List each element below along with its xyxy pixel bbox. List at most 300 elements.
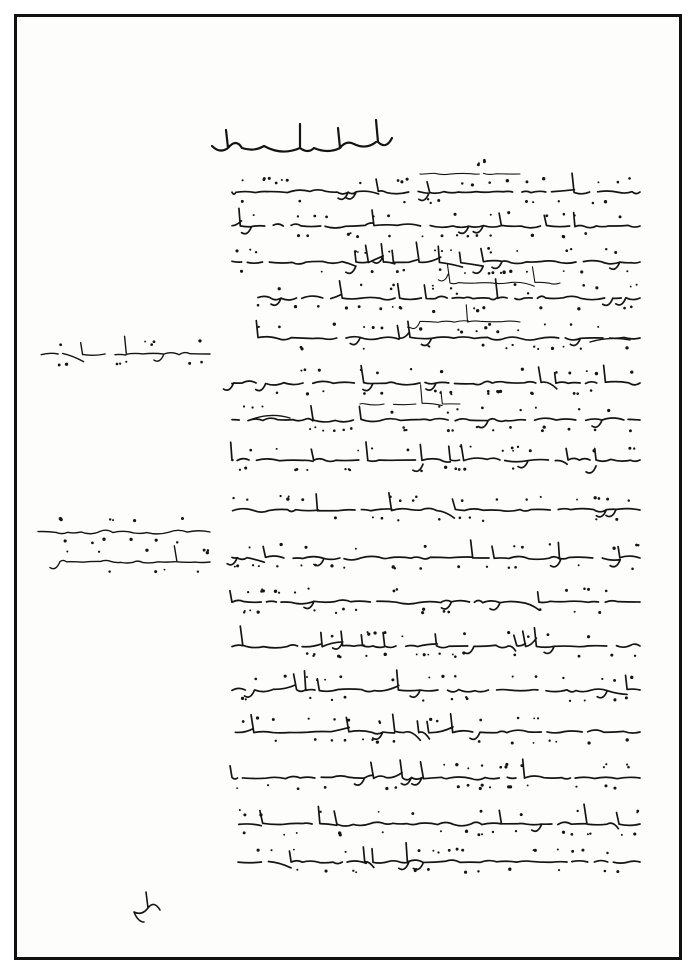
diacritic-dot bbox=[525, 200, 528, 203]
diacritic-dot bbox=[296, 832, 298, 834]
diacritic-dot bbox=[109, 518, 111, 520]
diacritic-dot bbox=[604, 784, 607, 787]
diacritic-dot bbox=[402, 426, 405, 429]
diacritic-dot bbox=[558, 869, 560, 871]
diacritic-dot bbox=[333, 718, 336, 721]
diacritic-dot bbox=[286, 497, 289, 500]
diacritic-dot bbox=[288, 495, 290, 497]
diacritic-dot bbox=[372, 326, 375, 329]
diacritic-dot bbox=[388, 235, 391, 238]
diacritic-dot bbox=[439, 268, 442, 271]
diacritic-dot bbox=[631, 568, 634, 571]
diacritic-dot bbox=[467, 235, 470, 238]
diacritic-dot bbox=[306, 652, 309, 655]
diacritic-dot bbox=[133, 519, 136, 522]
diacritic-dot bbox=[481, 833, 483, 835]
diacritic-dot bbox=[621, 834, 623, 836]
diacritic-dot bbox=[432, 310, 435, 313]
diacritic-dot bbox=[308, 718, 310, 720]
diacritic-dot bbox=[613, 698, 616, 701]
diacritic-dot bbox=[263, 177, 266, 180]
margin-notes bbox=[32, 336, 210, 573]
diacritic-dot bbox=[434, 249, 436, 251]
diacritic-dot bbox=[507, 631, 510, 634]
diacritic-dot bbox=[464, 871, 467, 874]
diacritic-dot bbox=[428, 676, 430, 678]
diacritic-dot bbox=[543, 425, 546, 428]
diacritic-dot bbox=[236, 787, 238, 789]
diacritic-dot bbox=[565, 589, 568, 592]
diacritic-dot bbox=[334, 516, 337, 519]
diacritic-dot bbox=[625, 696, 628, 699]
diacritic-dot bbox=[570, 323, 573, 326]
diacritic-dot bbox=[570, 248, 572, 250]
script-line bbox=[223, 493, 640, 518]
diacritic-dot bbox=[633, 447, 635, 449]
diacritic-dot bbox=[304, 546, 307, 549]
diacritic-dot bbox=[242, 720, 245, 723]
diacritic-dot bbox=[297, 215, 299, 217]
diacritic-dot bbox=[581, 849, 584, 852]
diacritic-dot bbox=[422, 608, 425, 611]
diacritic-dot bbox=[279, 543, 282, 546]
diacritic-dot bbox=[314, 564, 317, 567]
diacritic-dot bbox=[378, 811, 380, 813]
diacritic-dot bbox=[629, 429, 632, 432]
diacritic-dot bbox=[575, 786, 577, 788]
basmala-heading bbox=[212, 120, 392, 152]
diacritic-dot bbox=[490, 251, 492, 253]
diacritic-dot bbox=[482, 520, 484, 522]
diacritic-dot bbox=[592, 449, 595, 452]
diacritic-dot bbox=[555, 371, 558, 374]
diacritic-dot bbox=[513, 545, 515, 547]
diacritic-dot bbox=[520, 813, 523, 816]
diacritic-dot bbox=[322, 390, 324, 392]
diacritic-dot bbox=[628, 177, 631, 180]
diacritic-dot bbox=[393, 589, 396, 592]
diacritic-dot bbox=[116, 363, 119, 366]
diacritic-dot bbox=[243, 813, 246, 816]
diacritic-dot bbox=[578, 655, 581, 658]
diacritic-dot bbox=[294, 591, 296, 593]
diacritic-dot bbox=[144, 341, 146, 343]
script-line bbox=[224, 173, 640, 200]
diacritic-dot bbox=[356, 235, 359, 238]
diacritic-dot bbox=[533, 717, 535, 719]
diacritic-dot bbox=[507, 211, 510, 214]
diacritic-dot bbox=[450, 287, 452, 289]
diacritic-dot bbox=[464, 272, 466, 274]
heading-stroke bbox=[212, 120, 392, 152]
diacritic-dot bbox=[580, 348, 582, 350]
diacritic-dot bbox=[612, 547, 615, 550]
diacritic-dot bbox=[347, 233, 350, 236]
diacritic-dot bbox=[324, 786, 327, 789]
diacritic-dot bbox=[363, 348, 365, 350]
diacritic-dot bbox=[483, 160, 486, 163]
diacritic-dot bbox=[419, 567, 422, 570]
diacritic-dot bbox=[241, 697, 244, 700]
diacritic-dot bbox=[260, 590, 263, 593]
diacritic-dot bbox=[578, 564, 580, 566]
diacritic-dot bbox=[514, 283, 517, 286]
diacritic-dot bbox=[319, 811, 321, 813]
diacritic-dot bbox=[457, 565, 460, 568]
diacritic-dot bbox=[470, 446, 472, 448]
diacritic-dot bbox=[389, 496, 392, 499]
diacritic-dot bbox=[424, 545, 427, 548]
diacritic-dot bbox=[256, 716, 259, 719]
diacritic-dot bbox=[562, 831, 565, 834]
diacritic-dot bbox=[258, 326, 260, 328]
diacritic-dot bbox=[454, 655, 457, 658]
diacritic-dot bbox=[551, 347, 554, 350]
diacritic-dot bbox=[603, 766, 605, 768]
diacritic-dot bbox=[573, 392, 576, 395]
diacritic-dot bbox=[376, 741, 379, 744]
script-line bbox=[232, 208, 640, 233]
diacritic-dot bbox=[605, 763, 607, 765]
diacritic-dot bbox=[59, 517, 62, 520]
diacritic-dot bbox=[352, 870, 354, 872]
diacritic-dot bbox=[427, 198, 429, 200]
diacritic-dot bbox=[606, 498, 609, 501]
diacritic-dot bbox=[176, 541, 178, 543]
diacritic-dot bbox=[274, 590, 277, 593]
diacritic-dot bbox=[376, 371, 379, 374]
diacritic-dot bbox=[443, 764, 445, 766]
script-line bbox=[224, 442, 640, 473]
diacritic-dot bbox=[607, 409, 610, 412]
diacritic-dot bbox=[400, 180, 403, 183]
diacritic-dot bbox=[514, 566, 517, 569]
diacritic-dot bbox=[545, 214, 548, 217]
diacritic-dot bbox=[576, 499, 578, 501]
diacritic-dot bbox=[616, 870, 619, 873]
diacritic-dot bbox=[355, 871, 357, 873]
diacritic-dot bbox=[521, 546, 524, 549]
diacritic-dot bbox=[532, 201, 534, 203]
diacritic-dot bbox=[516, 250, 518, 252]
diacritic-dot bbox=[321, 271, 323, 273]
diacritic-dot bbox=[605, 590, 608, 593]
diacritic-dot bbox=[300, 564, 302, 566]
diacritic-dot bbox=[517, 446, 519, 448]
diacritic-dot bbox=[488, 181, 491, 184]
diacritic-dot bbox=[476, 330, 478, 332]
diacritic-dot bbox=[527, 292, 529, 294]
diacritic-dot bbox=[112, 519, 114, 521]
diacritic-dot bbox=[571, 850, 574, 853]
diacritic-dot bbox=[396, 270, 399, 273]
diacritic-dot bbox=[304, 368, 307, 371]
diacritic-dot bbox=[509, 785, 512, 788]
diacritic-dot bbox=[406, 178, 409, 181]
diacritic-dot bbox=[479, 719, 482, 722]
diacritic-dot bbox=[388, 251, 390, 253]
diacritic-dot bbox=[378, 720, 380, 722]
diacritic-dot bbox=[249, 249, 251, 251]
diacritic-dot bbox=[454, 213, 457, 216]
diacritic-dot bbox=[508, 868, 511, 871]
diacritic-dot bbox=[373, 215, 375, 217]
script-line bbox=[420, 173, 520, 174]
diacritic-dot bbox=[145, 549, 148, 552]
diacritic-dot bbox=[432, 850, 434, 852]
diacritic-dot bbox=[65, 363, 68, 366]
diacritic-dot bbox=[360, 284, 362, 286]
diacritic-dot bbox=[272, 718, 275, 721]
diacritic-dot bbox=[504, 765, 507, 768]
diacritic-dot bbox=[313, 653, 316, 656]
diacritic-dot bbox=[344, 696, 347, 699]
diacritic-dot bbox=[511, 344, 513, 346]
diacritic-dot bbox=[630, 286, 632, 288]
diacritic-dot bbox=[623, 307, 626, 310]
diacritic-dot bbox=[497, 390, 500, 393]
diacritic-dot bbox=[207, 549, 210, 552]
diacritic-dot bbox=[489, 786, 491, 788]
diacritic-dot bbox=[313, 215, 316, 218]
diacritic-dot bbox=[400, 307, 403, 310]
diacritic-dot bbox=[634, 655, 636, 657]
diacritic-dot bbox=[257, 610, 260, 613]
diacritic-dot bbox=[452, 653, 454, 655]
diacritic-dot bbox=[482, 344, 485, 347]
diacritic-dot bbox=[301, 347, 304, 350]
diacritic-dot bbox=[462, 651, 465, 654]
diacritic-dot bbox=[505, 347, 507, 349]
diacritic-dot bbox=[549, 543, 551, 545]
diacritic-dot bbox=[627, 766, 630, 769]
diacritic-dot bbox=[563, 346, 565, 348]
diacritic-dot bbox=[531, 234, 534, 237]
diacritic-dot bbox=[463, 632, 466, 635]
diacritic-dot bbox=[254, 678, 257, 681]
diacritic-dot bbox=[363, 392, 366, 395]
diacritic-dot bbox=[279, 495, 281, 497]
diacritic-dot bbox=[444, 466, 447, 469]
diacritic-dot bbox=[605, 248, 607, 250]
diacritic-dot bbox=[461, 849, 464, 852]
diacritic-dot bbox=[511, 741, 514, 744]
script-line bbox=[258, 279, 640, 305]
diacritic-dot bbox=[283, 834, 285, 836]
diacritic-dot bbox=[626, 764, 628, 766]
diacritic-dot bbox=[613, 787, 616, 790]
diacritic-dot bbox=[548, 740, 550, 742]
script-line bbox=[32, 336, 210, 361]
diacritic-dot bbox=[443, 610, 446, 613]
diacritic-dot bbox=[457, 785, 460, 788]
diacritic-dot bbox=[541, 429, 544, 432]
diacritic-dot bbox=[390, 411, 393, 414]
diacritic-dot bbox=[469, 516, 471, 518]
diacritic-dot bbox=[449, 391, 452, 394]
diacritic-dot bbox=[381, 517, 384, 520]
diacritic-dot bbox=[569, 700, 571, 702]
diacritic-dot bbox=[438, 652, 440, 654]
diacritic-dot bbox=[604, 200, 607, 203]
diacritic-dot bbox=[454, 467, 457, 470]
diacritic-dot bbox=[335, 612, 337, 614]
diacritic-dot bbox=[58, 364, 61, 367]
diacritic-dot bbox=[537, 348, 539, 350]
diacritic-dot bbox=[257, 849, 260, 852]
diacritic-dot bbox=[307, 588, 309, 590]
diacritic-dot bbox=[188, 362, 191, 365]
diacritic-dot bbox=[488, 323, 491, 326]
script-line bbox=[225, 759, 640, 785]
diacritic-dot bbox=[403, 201, 405, 203]
diacritic-dot bbox=[301, 498, 304, 501]
diacritic-dot bbox=[480, 810, 483, 813]
diacritic-dot bbox=[344, 468, 346, 470]
diacritic-dot bbox=[390, 288, 393, 291]
diacritic-dot bbox=[520, 764, 523, 767]
diacritic-dot bbox=[460, 330, 463, 333]
diacritic-dot bbox=[542, 177, 545, 180]
diacritic-dot bbox=[427, 868, 430, 871]
diacritic-dot bbox=[108, 570, 110, 572]
diacritic-dot bbox=[245, 698, 247, 700]
diacritic-dot bbox=[333, 429, 336, 432]
diacritic-dot bbox=[293, 849, 295, 851]
diacritic-dot bbox=[432, 288, 434, 290]
diacritic-dot bbox=[198, 339, 201, 342]
diacritic-dot bbox=[66, 551, 68, 553]
diacritic-dot bbox=[487, 390, 490, 393]
diacritic-dot bbox=[347, 719, 350, 722]
diacritic-dot bbox=[476, 309, 479, 312]
catchword bbox=[134, 892, 160, 922]
diacritic-dot bbox=[451, 429, 453, 431]
diacritic-dot bbox=[459, 445, 461, 447]
diacritic-dot bbox=[441, 675, 444, 678]
diacritic-dot bbox=[511, 446, 514, 449]
diacritic-dot bbox=[306, 234, 309, 237]
diacritic-dot bbox=[415, 496, 418, 499]
diacritic-dot bbox=[420, 470, 423, 473]
diacritic-dot bbox=[297, 234, 300, 237]
diacritic-dot bbox=[232, 497, 234, 499]
diacritic-dot bbox=[467, 784, 470, 787]
diacritic-dot bbox=[382, 831, 384, 833]
script-line bbox=[410, 305, 520, 329]
diacritic-dot bbox=[154, 570, 157, 573]
diacritic-dot bbox=[243, 831, 246, 834]
diacritic-dot bbox=[294, 305, 297, 308]
diacritic-dot bbox=[578, 408, 580, 410]
diacritic-dot bbox=[457, 329, 459, 331]
diacritic-dot bbox=[633, 832, 636, 835]
diacritic-dot bbox=[437, 199, 440, 202]
diacritic-dot bbox=[363, 326, 365, 328]
diacritic-dot bbox=[637, 544, 639, 546]
diacritic-dot bbox=[314, 426, 316, 428]
diacritic-dot bbox=[595, 372, 598, 375]
diacritic-dot bbox=[625, 346, 628, 349]
diacritic-dot bbox=[259, 813, 262, 816]
diacritic-dot bbox=[286, 179, 289, 182]
diacritic-dot bbox=[314, 738, 317, 741]
diacritic-dot bbox=[486, 566, 488, 568]
diacritic-dot bbox=[306, 469, 308, 471]
diacritic-dot bbox=[255, 251, 257, 253]
diacritic-dot bbox=[350, 427, 353, 430]
diacritic-dot bbox=[574, 611, 576, 613]
diacritic-dot bbox=[252, 564, 254, 566]
diacritic-dot bbox=[246, 498, 248, 500]
diacritic-dot bbox=[628, 499, 630, 501]
diacritic-dot bbox=[506, 179, 509, 182]
diacritic-dot bbox=[598, 497, 601, 500]
diacritic-dot bbox=[322, 430, 324, 432]
diacritic-dot bbox=[584, 232, 587, 235]
diacritic-dot bbox=[384, 631, 387, 634]
diacritic-dot bbox=[278, 592, 280, 594]
diacritic-dot bbox=[344, 739, 347, 742]
diacritic-dot bbox=[276, 565, 278, 567]
diacritic-dot bbox=[604, 870, 607, 873]
strike-mark bbox=[590, 338, 630, 342]
diacritic-dot bbox=[249, 449, 252, 452]
diacritic-dot bbox=[477, 163, 480, 166]
diacritic-dot bbox=[451, 698, 453, 700]
diacritic-dot bbox=[345, 851, 347, 853]
diacritic-dot bbox=[558, 200, 560, 202]
diacritic-dot bbox=[284, 675, 287, 678]
diacritic-dot bbox=[539, 608, 542, 611]
diacritic-dot bbox=[309, 697, 311, 699]
diacritic-dot bbox=[350, 232, 352, 234]
diacritic-dot bbox=[339, 833, 342, 836]
diacritic-dot bbox=[296, 869, 298, 871]
diacritic-dot bbox=[610, 654, 613, 657]
diacritic-dot bbox=[355, 250, 357, 252]
diacritic-dot bbox=[203, 549, 206, 552]
diacritic-dot bbox=[544, 323, 546, 325]
diacritic-dot bbox=[503, 270, 506, 273]
diacritic-dot bbox=[617, 181, 619, 183]
diacritic-dot bbox=[456, 408, 458, 410]
diacritic-dot bbox=[521, 368, 524, 371]
diacritic-dot bbox=[331, 739, 334, 742]
diacritic-dot bbox=[539, 306, 542, 309]
diacritic-dot bbox=[595, 518, 597, 520]
diacritic-dot bbox=[478, 740, 481, 743]
diacritic-dot bbox=[298, 200, 301, 203]
diacritic-dot bbox=[563, 213, 566, 216]
diacritic-dot bbox=[399, 499, 402, 502]
diacritic-dot bbox=[509, 270, 512, 273]
diacritic-dot bbox=[583, 587, 586, 590]
diacritic-dot bbox=[345, 306, 348, 309]
diacritic-dot bbox=[300, 370, 302, 372]
diacritic-dot bbox=[481, 407, 484, 410]
diacritic-dot bbox=[533, 346, 535, 348]
script-line bbox=[232, 626, 640, 653]
diacritic-dot bbox=[447, 611, 450, 614]
diacritic-dot bbox=[562, 677, 564, 679]
diacritic-dot bbox=[487, 247, 490, 250]
diacritic-dot bbox=[391, 678, 394, 681]
diacritic-dot bbox=[415, 868, 418, 871]
diacritic-dot bbox=[574, 214, 576, 216]
diacritic-dot bbox=[598, 181, 600, 183]
diacritic-dot bbox=[490, 214, 492, 216]
